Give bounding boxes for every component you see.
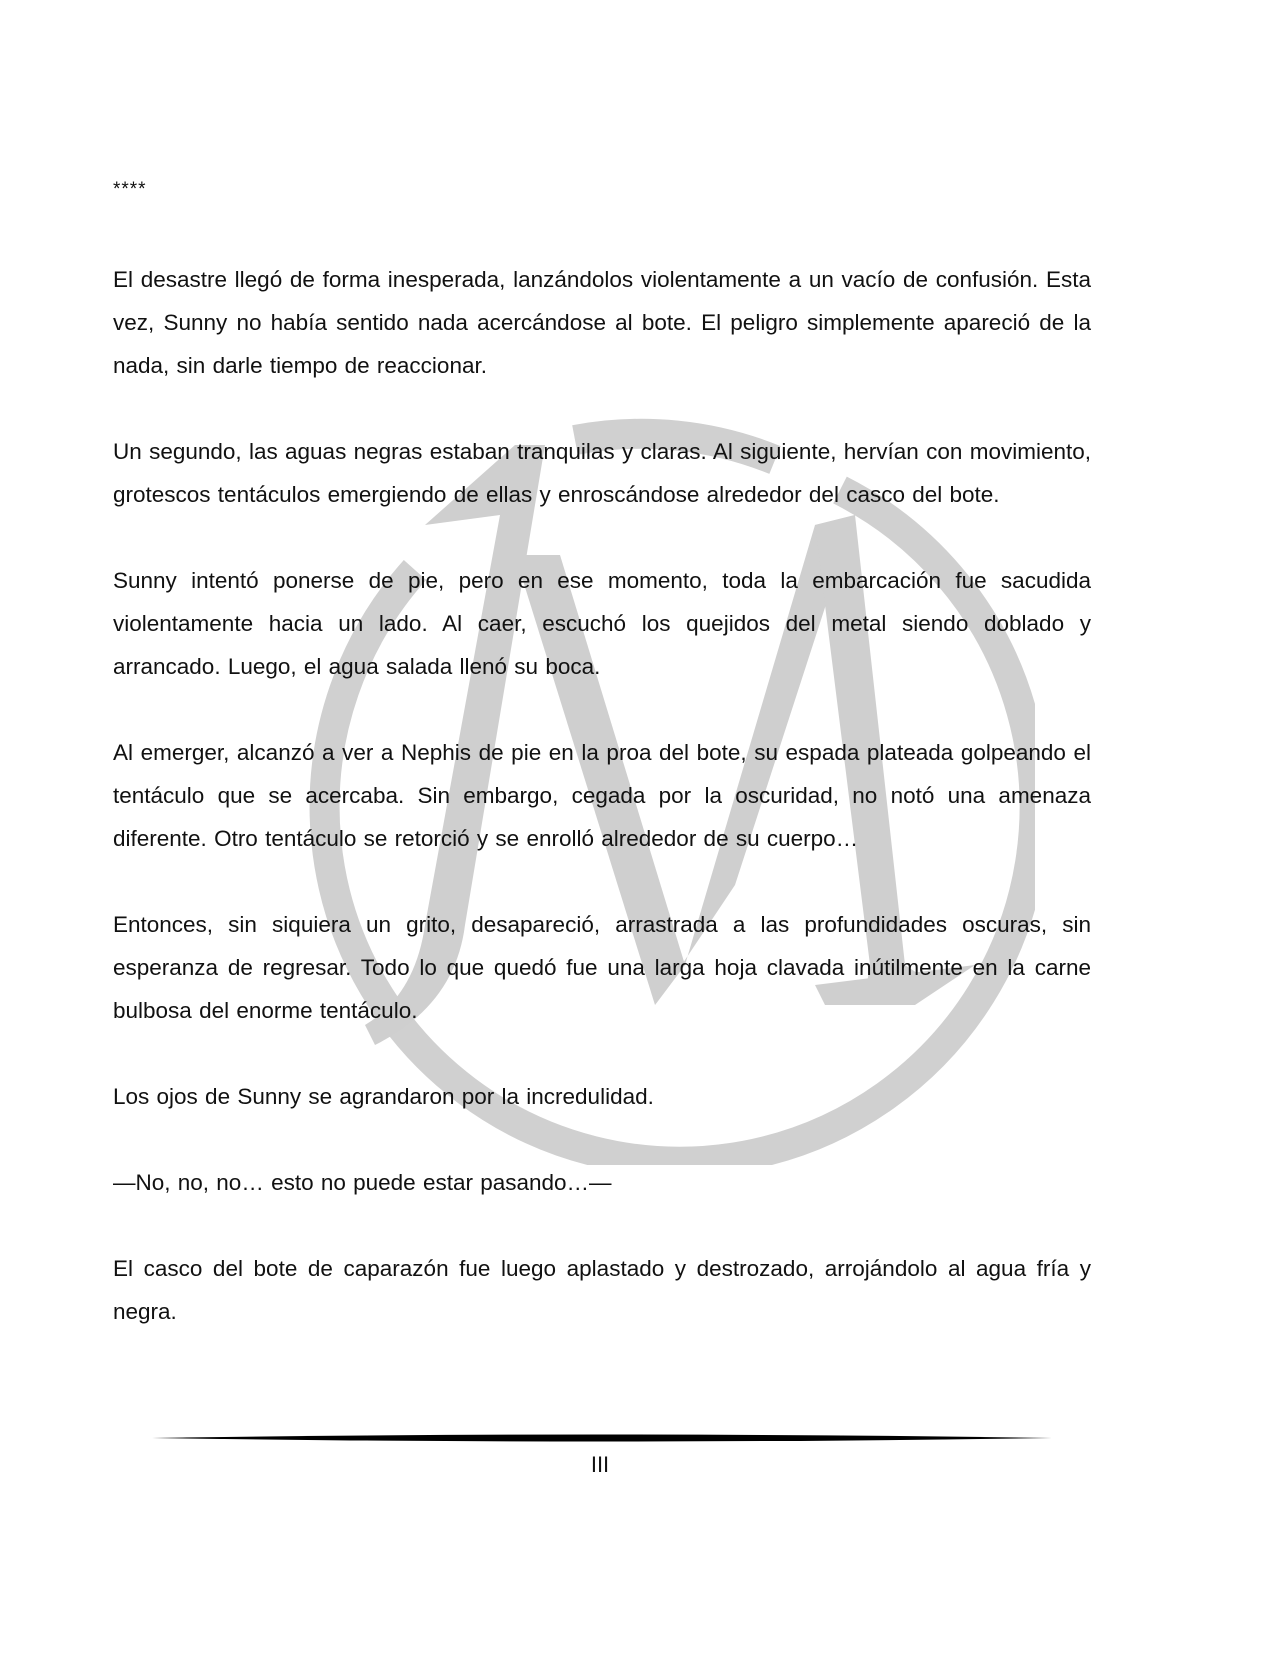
- paragraph: Sunny intentó ponerse de pie, pero en ese momento, toda la embarcación fue sacudida violentamente hacia un lado. Al caer, escuchó los quejidos del metal siendo doblado y arrancado. Luego, el agua salada llenó su boca.: [113, 568, 1091, 679]
- dialogue-line: —No, no, no… esto no puede estar pasando…—: [113, 1170, 612, 1195]
- paragraph: Un segundo, las aguas negras estaban tranquilas y claras. Al siguiente, hervían con movimiento, grotescos tentáculos emergiendo de ellas y enroscándose alrededor del casco del bote.: [113, 439, 1091, 507]
- paragraph: Los ojos de Sunny se agrandaron por la incredulidad.: [113, 1084, 654, 1109]
- page-number: III: [590, 1452, 610, 1477]
- paragraph: Entonces, sin siquiera un grito, desapareció, arrastrada a las profundidades oscuras, sin esperanza de regresar. Todo lo que quedó fue una larga hoja clavada inútilmente en la carne bulbosa del enorme tentáculo.: [113, 912, 1091, 1023]
- paragraph: El desastre llegó de forma inesperada, lanzándolos violentamente a un vacío de confusión. Esta vez, Sunny no había sentido nada acercándose al bote. El peligro simplemente apareció de la nada, sin darle tiempo de reaccionar.: [113, 267, 1091, 378]
- paragraph: Al emerger, alcanzó a ver a Nephis de pie en la proa del bote, su espada plateada golpeando el tentáculo que se acercaba. Sin embargo, cegada por la oscuridad, no notó una amenaza diferente. Otro tentáculo se retorció y se enrolló alrededor de su cuerpo…: [113, 740, 1091, 851]
- paragraph: El casco del bote de caparazón fue luego aplastado y destrozado, arrojándolo al agua fría y negra.: [113, 1256, 1091, 1324]
- section-separator: ****: [113, 179, 147, 200]
- document-body: [113, 170, 1091, 1376]
- footer-divider: [152, 1432, 1052, 1444]
